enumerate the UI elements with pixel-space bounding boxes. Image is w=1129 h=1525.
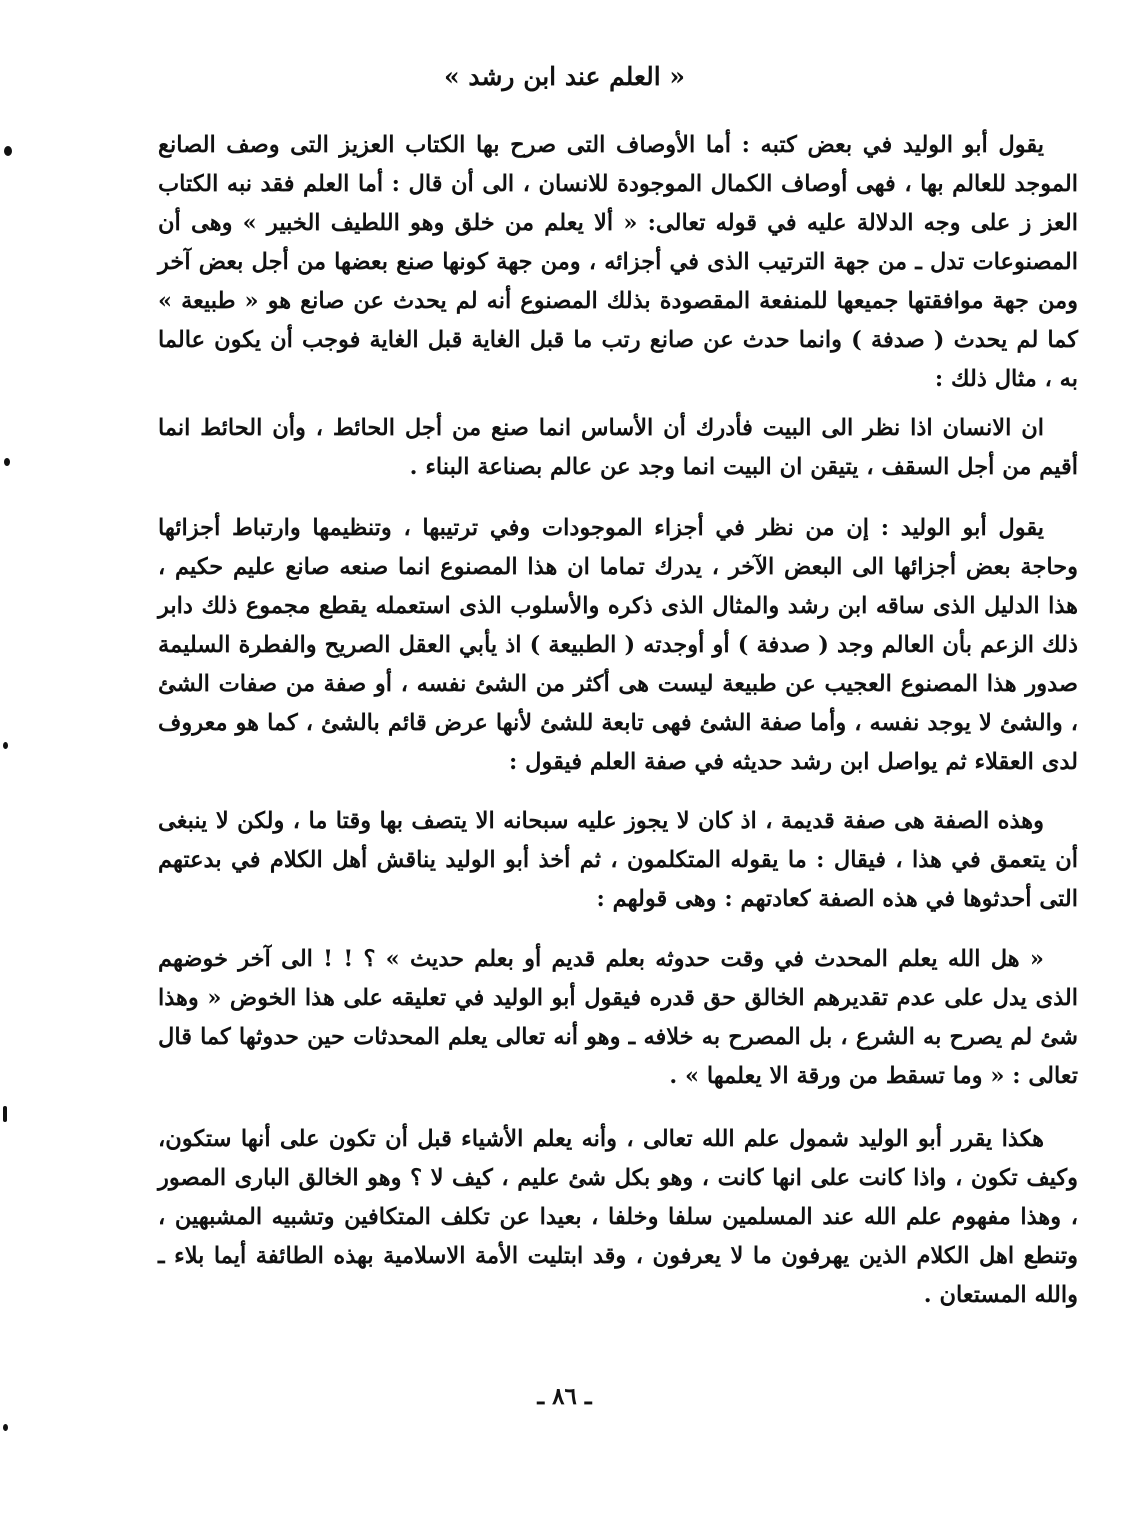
- scan-speck: [4, 458, 10, 466]
- page-number: ـ ٨٦ ـ: [537, 1383, 592, 1410]
- paragraph: هكذا يقرر أبو الوليد شمول علم الله تعالى ، وأنه يعلم الأشياء قبل أن تكون على أنها ستكون، وكيف تكون ، واذا كانت على انها كانت ، وهو بكل شئ عليم ، كيف لا ؟ وهو الخالق البارى المصور ، وهذا مفهوم علم الله عند المسلمين سلفا وخلفا ، بعيدا عن تكلف المتكافين وتشبيه المشبهين ، وتنطع اهل الكلام الذين يهرفون ما لا يعرفون ، وقد ابتليت الأمة الاسلامية بهذه الطائفة أيما بلاء ـ والله المستعان .: [158, 1126, 1078, 1308]
- paragraph: يقول أبو الوليد : إن من نظر في أجزاء الموجودات وفي ترتيبها ، وتنظيمها وارتباط أجزائها وحاجة بعض أجزائها الى البعض الآخر ، يدرك تماما ان هذا المصنوع انما صنعه صانع عليم حكيم ، هذا الدليل الذى ساقه ابن رشد والمثال الذى ذكره والأسلوب الذى استعمله يقطع مجموع ذلك دابر ذلك الزعم بأن العالم وجد ( صدفة ) أو أوجدته ( الطبيعة ) اذ يأبي العقل الصريح والفطرة السليمة صدور هذا المصنوع العجيب عن طبيعة ليست هى أكثر من الشئ نفسه ، أو صفة من صفات الشئ ، والشئ لا يوجد نفسه ، وأما صفة الشئ فهى تابعة للشئ لأنها عرض قائم بالشئ ، كما هو معروف لدى العقلاء ثم يواصل ابن رشد حديثه في صفة العلم فيقول :: [158, 515, 1078, 775]
- page-header-title: « العلم عند ابن رشد »: [444, 62, 685, 91]
- scan-speck: [3, 742, 8, 749]
- paragraph: وهذه الصفة هى صفة قديمة ، اذ كان لا يجوز عليه سبحانه الا يتصف بها وقتا ما ، ولكن لا ينبغى أن يتعمق في هذا ، فيقال : ما يقوله المتكلمون ، ثم أخذ أبو الوليد يناقش أهل الكلام في بدعتهم التى أحدثوها في هذه الصفة كعادتهم : وهى قولهم :: [158, 808, 1078, 912]
- paragraph: ان الانسان اذا نظر الى البيت فأدرك أن الأساس انما صنع من أجل الحائط ، وأن الحائط انما أقيم من أجل السقف ، يتيقن ان البيت انما وجد عن عالم بصناعة البناء .: [158, 415, 1078, 480]
- scan-speck: [3, 1106, 7, 1122]
- scan-speck: [4, 146, 12, 156]
- paragraph: « هل الله يعلم المحدث في وقت حدوثه بعلم قديم أو بعلم حديث » ؟ ! ! الى آخر خوضهم الذى يدل على عدم تقديرهم الخالق حق قدره فيقول أبو الوليد في تعليقه على هذا الخوض « وهذا شئ لم يصرح به الشرع ، بل المصرح به خلافه ـ وهو أنه تعالى يعلم المحدثات حين حدوثها كما قال تعالى : « وما تسقط من ورقة الا يعلمها » .: [158, 946, 1078, 1089]
- paragraph: يقول أبو الوليد في بعض كتبه : أما الأوصاف التى صرح بها الكتاب العزيز التى وصف الصانع الموجد للعالم بها ، فهى أوصاف الكمال الموجودة للانسان ، الى أن قال : أما العلم فقد نبه الكتاب العز ز على وجه الدلالة عليه في قوله تعالى: « ألا يعلم من خلق وهو اللطيف الخبير » وهى أن المصنوعات تدل ـ من جهة الترتيب الذى في أجزائه ، ومن جهة كونها صنع بعضها من أجل بعض آخر ومن جهة موافقتها جميعها للمنفعة المقصودة بذلك المصنوع أنه لم يحدث عن صانع هو « طبيعة » كما لم يحدث ( صدفة ) وانما حدث عن صانع رتب ما قبل الغاية قبل الغاية فوجب أن يكون عالما به ، مثال ذلك :: [158, 132, 1078, 392]
- scan-speck: [3, 1424, 8, 1431]
- body-text: [158, 126, 1078, 1315]
